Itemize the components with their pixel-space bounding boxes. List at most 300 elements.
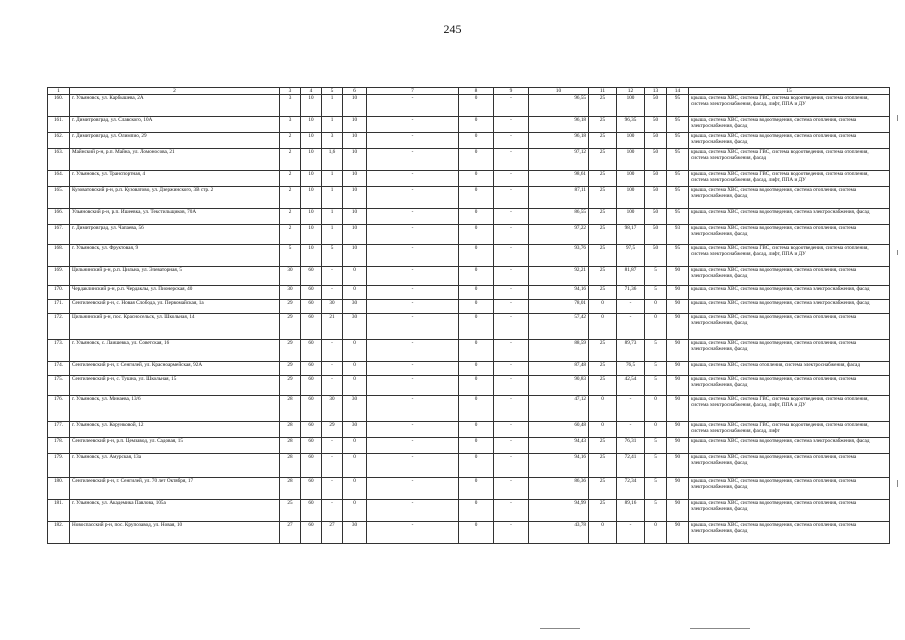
table-cell: - bbox=[494, 286, 529, 300]
table-cell: 10 bbox=[301, 209, 322, 225]
table-cell: 50 bbox=[645, 149, 667, 171]
table-cell: - bbox=[367, 422, 459, 438]
table-cell: - bbox=[494, 454, 529, 478]
table-cell: 0 bbox=[645, 522, 667, 544]
table-row bbox=[48, 376, 890, 396]
table-cell: 0 bbox=[459, 396, 494, 422]
table-cell: 57,42 bbox=[529, 314, 589, 340]
table-cell: - bbox=[322, 267, 343, 286]
table-cell: 25 bbox=[589, 95, 617, 117]
table-row bbox=[48, 362, 890, 376]
table-cell: 10 bbox=[343, 209, 367, 225]
table-cell: 25 bbox=[589, 133, 617, 149]
table-cell: 0 bbox=[459, 340, 494, 362]
table-cell: 0 bbox=[459, 133, 494, 149]
table-cell: 0 bbox=[343, 376, 367, 396]
table-cell: 0 bbox=[459, 522, 494, 544]
table-cell: 0 bbox=[589, 396, 617, 422]
table-cell: 97,5 bbox=[617, 245, 645, 267]
table-row bbox=[48, 267, 890, 286]
table-cell: 29 bbox=[280, 376, 301, 396]
table-cell: 172. bbox=[48, 314, 70, 340]
table-cell: - bbox=[367, 454, 459, 478]
header-cell: 9 bbox=[494, 88, 529, 95]
table-cell: 60 bbox=[301, 300, 322, 314]
table-cell: 90 bbox=[667, 396, 689, 422]
table-row bbox=[48, 340, 890, 362]
table-row bbox=[48, 314, 890, 340]
table-cell: 0 bbox=[459, 300, 494, 314]
table-cell: 95 bbox=[667, 117, 689, 133]
table-cell: 2 bbox=[280, 133, 301, 149]
table-cell: - bbox=[322, 286, 343, 300]
table-row bbox=[48, 500, 890, 522]
table-cell: 72,41 bbox=[617, 454, 645, 478]
table-cell: 10 bbox=[301, 245, 322, 267]
table-cell: 30 bbox=[280, 286, 301, 300]
table-cell: 100 bbox=[617, 95, 645, 117]
table-cell: 5 bbox=[645, 438, 667, 454]
table-cell: - bbox=[494, 267, 529, 286]
table-cell: 25 bbox=[589, 454, 617, 478]
table-cell: 0 bbox=[343, 286, 367, 300]
table-cell: 10 bbox=[301, 171, 322, 187]
table-cell: 10 bbox=[343, 149, 367, 171]
address-cell: г. Ульяновск, ул. Минаева, 13/6 bbox=[70, 396, 280, 422]
address-cell: Майнский р-н, р.п. Майна, ул. Ломоносова, 21 bbox=[70, 149, 280, 171]
address-cell: Чердаклинский р-н, р.п. Чердаклы, ул. Пионерская, 40 bbox=[70, 286, 280, 300]
table-cell: 10 bbox=[343, 171, 367, 187]
table-cell: - bbox=[367, 225, 459, 245]
works-cell: крыша, система ХВС, система водоотведения, система электроснабжения, фасад bbox=[689, 300, 890, 314]
table-cell: 95 bbox=[667, 171, 689, 187]
table-cell: 5 bbox=[322, 245, 343, 267]
table-cell: 100 bbox=[617, 171, 645, 187]
table-cell: - bbox=[494, 362, 529, 376]
table-cell: - bbox=[322, 362, 343, 376]
table-cell: 25 bbox=[589, 149, 617, 171]
table-cell: 178. bbox=[48, 438, 70, 454]
table-cell: - bbox=[367, 376, 459, 396]
table-cell: - bbox=[367, 95, 459, 117]
address-cell: Сенгилеевский р-н, с. Новая Слобода, ул. Первомайская, 1а bbox=[70, 300, 280, 314]
table-row bbox=[48, 522, 890, 544]
table-cell: 167. bbox=[48, 225, 70, 245]
table-cell: 0 bbox=[459, 422, 494, 438]
table-cell: 93,76 bbox=[529, 245, 589, 267]
table-cell: 10 bbox=[343, 95, 367, 117]
table-cell: 30 bbox=[322, 396, 343, 422]
table-cell: - bbox=[494, 149, 529, 171]
table-cell: 76,31 bbox=[617, 438, 645, 454]
table-cell: 60 bbox=[301, 286, 322, 300]
table-cell: 171. bbox=[48, 300, 70, 314]
table-cell: - bbox=[494, 300, 529, 314]
table-cell: 164. bbox=[48, 171, 70, 187]
table-cell: 10 bbox=[343, 117, 367, 133]
table-cell: 0 bbox=[589, 522, 617, 544]
scan-artifact bbox=[897, 115, 898, 121]
table-cell: 90 bbox=[667, 478, 689, 500]
table-cell: 60 bbox=[301, 396, 322, 422]
table-cell: 28 bbox=[280, 438, 301, 454]
address-cell: г. Димитровград, ул. Чапаева, 56 bbox=[70, 225, 280, 245]
table-cell: 3 bbox=[322, 133, 343, 149]
table-cell: 90 bbox=[667, 267, 689, 286]
table-cell: 168. bbox=[48, 245, 70, 267]
table-cell: 95 bbox=[667, 187, 689, 209]
table-row bbox=[48, 133, 890, 149]
works-cell: крыша, система ХВС, система ГВС, система водоотведения, система отопления, система электроснабжения, фасад, лифт, ППА и ДУ bbox=[689, 245, 890, 267]
table-cell: 0 bbox=[459, 454, 494, 478]
table-cell: 88,59 bbox=[529, 340, 589, 362]
table-cell: 86,36 bbox=[529, 478, 589, 500]
table-cell: 27 bbox=[322, 522, 343, 544]
table-cell: 0 bbox=[459, 245, 494, 267]
header-cell: 13 bbox=[645, 88, 667, 95]
table-cell: 5 bbox=[645, 500, 667, 522]
table-row bbox=[48, 187, 890, 209]
header-cell: 6 bbox=[343, 88, 367, 95]
header-cell: 12 bbox=[617, 88, 645, 95]
table-cell: - bbox=[367, 300, 459, 314]
table-cell: 5 bbox=[645, 286, 667, 300]
table-cell: 161. bbox=[48, 117, 70, 133]
table-cell: 173. bbox=[48, 340, 70, 362]
table-cell: 96,35 bbox=[617, 117, 645, 133]
table-cell: 0 bbox=[459, 95, 494, 117]
table-cell: 28 bbox=[280, 422, 301, 438]
table-cell: 5 bbox=[280, 245, 301, 267]
table-cell: - bbox=[367, 187, 459, 209]
table-cell: 60 bbox=[301, 376, 322, 396]
works-cell: крыша, система ХВС, система ГВС, система водоотведения, система отопления, система электроснабжения, фасад, лифт, ППА и ДУ bbox=[689, 171, 890, 187]
table-cell: - bbox=[367, 245, 459, 267]
table-cell: 78,01 bbox=[529, 300, 589, 314]
table-cell: - bbox=[494, 422, 529, 438]
table-cell: 90 bbox=[667, 422, 689, 438]
table-cell: 10 bbox=[301, 225, 322, 245]
table-cell: 163. bbox=[48, 149, 70, 171]
table-cell: 10 bbox=[343, 187, 367, 209]
table-cell: 97,22 bbox=[529, 225, 589, 245]
table-cell: 10 bbox=[301, 149, 322, 171]
table-cell: 87,48 bbox=[529, 362, 589, 376]
table-cell: 93 bbox=[667, 225, 689, 245]
table-cell: - bbox=[367, 340, 459, 362]
table-row bbox=[48, 286, 890, 300]
table-cell: - bbox=[367, 171, 459, 187]
table-cell: - bbox=[494, 171, 529, 187]
table-cell: 30 bbox=[322, 300, 343, 314]
table-cell: 42,54 bbox=[617, 376, 645, 396]
table-cell: 165. bbox=[48, 187, 70, 209]
table-cell: 30 bbox=[343, 300, 367, 314]
table-cell: - bbox=[367, 133, 459, 149]
works-cell: крыша, система ХВС, система водоотведения, система отопления, система электроснабжения, фасад bbox=[689, 133, 890, 149]
works-cell: крыша, система ХВС, система ГВС, система водоотведения, система отопления, система электроснабжения, фасад bbox=[689, 149, 890, 171]
table-cell: 25 bbox=[589, 209, 617, 225]
table-cell: - bbox=[494, 500, 529, 522]
works-cell: крыша, система ХВС, система водоотведения, система электроснабжения, фасад bbox=[689, 438, 890, 454]
table-cell: 0 bbox=[459, 187, 494, 209]
table-row bbox=[48, 478, 890, 500]
table-cell: 5 bbox=[645, 454, 667, 478]
table-cell: 179. bbox=[48, 454, 70, 478]
table-cell: 90 bbox=[667, 300, 689, 314]
header-cell: 11 bbox=[589, 88, 617, 95]
table-cell: 1,6 bbox=[322, 149, 343, 171]
table-cell: - bbox=[322, 500, 343, 522]
address-cell: Сенгилеевский р-н, р.п. Цемзавод, ул. Садовая, 15 bbox=[70, 438, 280, 454]
address-cell: г. Ульяновск, ул. Корунковой, 12 bbox=[70, 422, 280, 438]
table-cell: 0 bbox=[589, 422, 617, 438]
table-cell: 25 bbox=[589, 438, 617, 454]
table-cell: 60 bbox=[301, 522, 322, 544]
table-row bbox=[48, 396, 890, 422]
table-cell: - bbox=[367, 478, 459, 500]
address-cell: г. Ульяновск, ул. Амурская, 13а bbox=[70, 454, 280, 478]
table-cell: - bbox=[367, 396, 459, 422]
address-cell: Цильнинский р-н, пос. Красносельск, ул. Школьная, 14 bbox=[70, 314, 280, 340]
table-cell: 176. bbox=[48, 396, 70, 422]
works-cell: крыша, система ХВС, система водоотведения, система отопления, система электроснабжения, фасад bbox=[689, 478, 890, 500]
table-cell: 25 bbox=[589, 340, 617, 362]
header-cell: 7 bbox=[367, 88, 459, 95]
table-cell: - bbox=[617, 522, 645, 544]
table-cell: - bbox=[367, 438, 459, 454]
table-cell: - bbox=[494, 225, 529, 245]
table-cell: 98,17 bbox=[617, 225, 645, 245]
table-cell: 95 bbox=[667, 209, 689, 225]
table-cell: 10 bbox=[343, 133, 367, 149]
table-cell: - bbox=[367, 522, 459, 544]
address-cell: г. Димитровград, ул. Славского, 10А bbox=[70, 117, 280, 133]
table-cell: 0 bbox=[459, 267, 494, 286]
scan-artifact bbox=[897, 480, 898, 487]
table-row bbox=[48, 300, 890, 314]
address-cell: Сенгилеевский р-н, г. Сенгилей, ул. Красноармейская, 92А bbox=[70, 362, 280, 376]
table-cell: 10 bbox=[301, 187, 322, 209]
table-cell: 0 bbox=[645, 300, 667, 314]
table-cell: 25 bbox=[589, 500, 617, 522]
table-cell: - bbox=[367, 117, 459, 133]
table-cell: 25 bbox=[589, 267, 617, 286]
table-cell: 96,18 bbox=[529, 133, 589, 149]
table-cell: 25 bbox=[280, 500, 301, 522]
table-cell: - bbox=[367, 267, 459, 286]
table-cell: 182. bbox=[48, 522, 70, 544]
address-cell: г. Ульяновск, ул. Карбышева, 2А bbox=[70, 95, 280, 117]
table-cell: 27 bbox=[280, 522, 301, 544]
table-cell: 1 bbox=[322, 117, 343, 133]
table-cell: - bbox=[494, 522, 529, 544]
table-cell: 25 bbox=[589, 376, 617, 396]
table-cell: 90 bbox=[667, 454, 689, 478]
table-cell: 2 bbox=[280, 149, 301, 171]
table-cell: 94,99 bbox=[529, 500, 589, 522]
table-cell: 2 bbox=[280, 187, 301, 209]
table-cell: 90,83 bbox=[529, 376, 589, 396]
table-cell: 0 bbox=[459, 500, 494, 522]
table-cell: 96,55 bbox=[529, 95, 589, 117]
address-cell: г. Ульяновск, с. Лаишевка, ул. Советская, 16 bbox=[70, 340, 280, 362]
table-cell: - bbox=[494, 376, 529, 396]
table-cell: 0 bbox=[645, 314, 667, 340]
table-cell: - bbox=[322, 438, 343, 454]
table-cell: 60 bbox=[301, 438, 322, 454]
table-cell: 169. bbox=[48, 267, 70, 286]
table-cell: 0 bbox=[459, 149, 494, 171]
table-cell: 90 bbox=[667, 286, 689, 300]
table-cell: - bbox=[322, 454, 343, 478]
scan-artifact bbox=[897, 250, 898, 255]
works-cell: крыша, система ХВС, система отопления, система электроснабжения, фасад bbox=[689, 362, 890, 376]
works-cell: крыша, система ХВС, система водоотведения, система электроснабжения, фасад bbox=[689, 209, 890, 225]
table-cell: - bbox=[494, 478, 529, 500]
table-cell: - bbox=[494, 95, 529, 117]
table-cell: 0 bbox=[343, 438, 367, 454]
works-cell: крыша, система ХВС, система водоотведения, система отопления, система электроснабжения, фасад bbox=[689, 454, 890, 478]
works-cell: крыша, система ХВС, система водоотведения, система отопления, система электроснабжения, фасад bbox=[689, 500, 890, 522]
table-cell: 0 bbox=[459, 478, 494, 500]
table-cell: 92,21 bbox=[529, 267, 589, 286]
address-cell: Сенгилеевский р-н, с. Тушна, ул. Школьная, 15 bbox=[70, 376, 280, 396]
table-cell: 76,5 bbox=[617, 362, 645, 376]
table-cell: 87,11 bbox=[529, 187, 589, 209]
address-cell: Новоспасский р-н, пос. Крупозавод, ул. Новая, 10 bbox=[70, 522, 280, 544]
table-cell: 0 bbox=[459, 209, 494, 225]
table-cell: 50 bbox=[645, 95, 667, 117]
table-cell: 29 bbox=[322, 422, 343, 438]
table-cell: 30 bbox=[343, 522, 367, 544]
header-cell: 3 bbox=[280, 88, 301, 95]
works-cell: крыша, система ХВС, система ГВС, система водоотведения, система отопления, система электроснабжения, фасад, лифт, ППА и ДУ bbox=[689, 95, 890, 117]
table-cell: 25 bbox=[589, 362, 617, 376]
table-cell: 60 bbox=[301, 454, 322, 478]
table-cell: 89,16 bbox=[617, 500, 645, 522]
table-cell: 94,43 bbox=[529, 438, 589, 454]
table-cell: 0 bbox=[459, 376, 494, 396]
table-cell: 162. bbox=[48, 133, 70, 149]
table-cell: 160. bbox=[48, 95, 70, 117]
table-cell: - bbox=[322, 340, 343, 362]
table-cell: 28 bbox=[280, 454, 301, 478]
table-cell: 95 bbox=[667, 133, 689, 149]
table-cell: 0 bbox=[459, 438, 494, 454]
table-cell: 96,18 bbox=[529, 117, 589, 133]
table-cell: - bbox=[617, 314, 645, 340]
table-cell: 0 bbox=[343, 454, 367, 478]
table-cell: 50 bbox=[645, 117, 667, 133]
table-cell: 25 bbox=[589, 478, 617, 500]
works-cell: крыша, система ХВС, система водоотведения, система отопления, система электроснабжения, фасад bbox=[689, 314, 890, 340]
works-cell: крыша, система ХВС, система водоотведения, система отопления, система электроснабжения, фасад bbox=[689, 340, 890, 362]
table-cell: 1 bbox=[322, 209, 343, 225]
table-cell: - bbox=[494, 133, 529, 149]
table-cell: 0 bbox=[645, 396, 667, 422]
works-cell: крыша, система ХВС, система водоотведения, система электроснабжения, фасад bbox=[689, 286, 890, 300]
table-cell: 25 bbox=[589, 171, 617, 187]
address-cell: г. Ульяновск, ул. Академика Павлова, 105а bbox=[70, 500, 280, 522]
table-cell: - bbox=[617, 300, 645, 314]
table-cell: 90 bbox=[667, 340, 689, 362]
table-cell: 90 bbox=[667, 500, 689, 522]
table-cell: - bbox=[494, 117, 529, 133]
table-cell: 21 bbox=[322, 314, 343, 340]
table-cell: 10 bbox=[301, 133, 322, 149]
table-cell: 1 bbox=[322, 95, 343, 117]
table-cell: 50 bbox=[645, 187, 667, 209]
table-cell: 166. bbox=[48, 209, 70, 225]
table-cell: 81,87 bbox=[617, 267, 645, 286]
table-cell: 29 bbox=[280, 340, 301, 362]
works-table bbox=[47, 87, 890, 544]
table-cell: - bbox=[367, 500, 459, 522]
header-cell: 4 bbox=[301, 88, 322, 95]
table-row bbox=[48, 245, 890, 267]
table-cell: 60 bbox=[301, 362, 322, 376]
table-cell: 98,61 bbox=[529, 171, 589, 187]
table-cell: 60 bbox=[301, 422, 322, 438]
table-cell: 10 bbox=[301, 95, 322, 117]
address-cell: г. Ульяновск, ул. Фруктовая, 9 bbox=[70, 245, 280, 267]
table-cell: 100 bbox=[617, 149, 645, 171]
table-row bbox=[48, 454, 890, 478]
table-cell: 100 bbox=[617, 187, 645, 209]
table-cell: 94,16 bbox=[529, 454, 589, 478]
table-cell: - bbox=[494, 245, 529, 267]
table-cell: 10 bbox=[343, 245, 367, 267]
header-row bbox=[48, 88, 890, 95]
address-cell: Сенгилеевский р-н, г. Сенгилей, ул. 70 лет Октября, 17 bbox=[70, 478, 280, 500]
address-cell: Цильнинский р-н, р.п. Цильна, ул. Элеваторная, 5 bbox=[70, 267, 280, 286]
table-cell: - bbox=[494, 209, 529, 225]
table-cell: 174. bbox=[48, 362, 70, 376]
table-cell: 60 bbox=[301, 267, 322, 286]
table-cell: 100 bbox=[617, 133, 645, 149]
table-cell: 180. bbox=[48, 478, 70, 500]
table-cell: - bbox=[494, 340, 529, 362]
table-cell: - bbox=[367, 286, 459, 300]
table-row bbox=[48, 149, 890, 171]
scan-artifact bbox=[540, 628, 580, 629]
table-cell: 0 bbox=[459, 171, 494, 187]
table-cell: 0 bbox=[343, 362, 367, 376]
table-cell: 90 bbox=[667, 362, 689, 376]
table-cell: - bbox=[494, 187, 529, 209]
table-cell: 0 bbox=[343, 478, 367, 500]
table-cell: - bbox=[367, 209, 459, 225]
table-cell: 90 bbox=[667, 522, 689, 544]
table-cell: 50 bbox=[645, 225, 667, 245]
table-cell: 72,34 bbox=[617, 478, 645, 500]
table-cell: 90 bbox=[667, 314, 689, 340]
works-cell: крыша, система ХВС, система водоотведения, система отопления, система электроснабжения, фасад bbox=[689, 267, 890, 286]
table-row bbox=[48, 95, 890, 117]
address-cell: г. Ульяновск, ул. Транспортная, 4 bbox=[70, 171, 280, 187]
table-cell: 25 bbox=[589, 117, 617, 133]
table-cell: 50 bbox=[645, 209, 667, 225]
table-cell: - bbox=[367, 149, 459, 171]
table-row bbox=[48, 171, 890, 187]
table-cell: 86,55 bbox=[529, 209, 589, 225]
address-cell: Кузоватовский р-н, р.п. Кузоватово, ул. Дзержинского, 3В стр. 2 bbox=[70, 187, 280, 209]
table-cell: - bbox=[322, 478, 343, 500]
table-cell: - bbox=[322, 376, 343, 396]
works-cell: крыша, система ХВС, система ГВС, система водоотведения, система отопления, система электроснабжения, фасад, лифт, ППА и ДУ bbox=[689, 396, 890, 422]
works-cell: крыша, система ХВС, система водоотведения, система отопления, система электроснабжения, фасад bbox=[689, 225, 890, 245]
